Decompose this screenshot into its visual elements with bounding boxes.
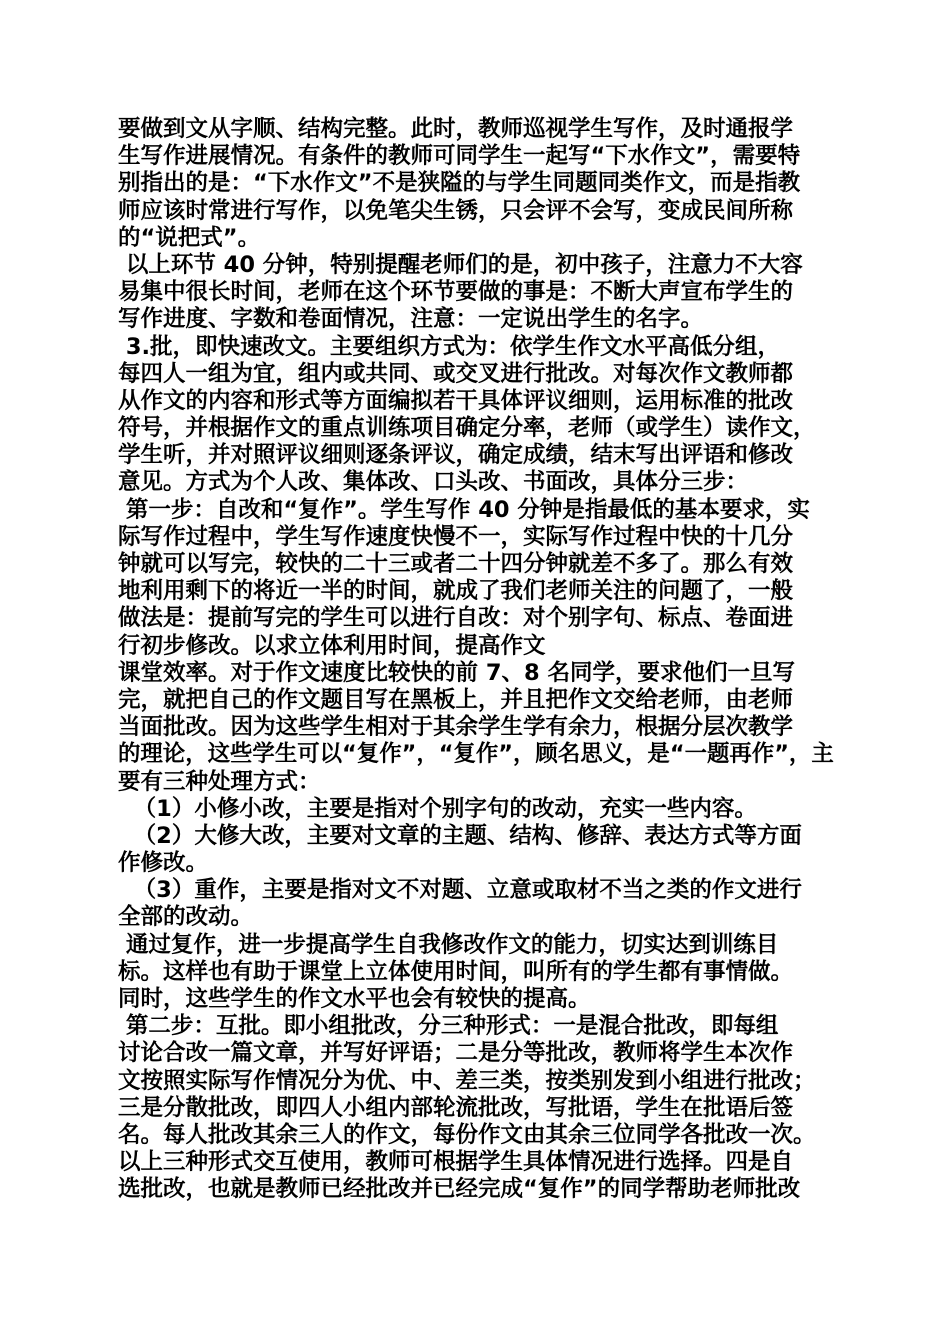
text-line: 师应该时常进行写作，以免笔尖生锈，只会评不会写，变成民间所称 [118, 197, 794, 224]
text-line: 当面批改。因为这些学生相对于其余学生学有余力，根据分层次教学 [118, 714, 794, 741]
text-line: 别指出的是：“下水作文”不是狭隘的与学生同题同类作文，而是指教 [118, 170, 801, 197]
text-line: （3）重作，主要是指对文不对题、立意或取材不当之类的作文进行 [118, 877, 802, 904]
text-line: 同时，这些学生的作文水平也会有较快的提高。 [118, 986, 591, 1012]
text-line: 要做到文从字顺、结构完整。此时，教师巡视学生写作，及时通报学 [118, 116, 794, 142]
text-line: 第二步：互批。即小组批改，分三种形式：一是混合批改，即每组 [118, 1013, 779, 1040]
body-text [118, 116, 834, 1204]
text-line: 要有三种处理方式： [118, 768, 321, 795]
text-line: （2）大修大改，主要对文章的主题、结构、修辞、表达方式等方面 [118, 822, 802, 849]
text-line: 际写作过程中，学生写作速度快慢不一，实际写作过程中快的十几分 [118, 523, 794, 550]
text-line: 通过复作，进一步提高学生自我修改作文的能力，切实达到训练目 [118, 931, 779, 958]
text-line: 从作文的内容和形式等方面编拟若干具体评议细则，运用标准的批改 [118, 387, 794, 414]
text-line: 每四人一组为宜，组内或共同、或交叉进行批改。对每次作文教师都 [118, 360, 794, 387]
text-line: 做法是：提前写完的学生可以进行自改：对个别字句、标点、卷面进 [118, 605, 794, 632]
text-line: 文按照实际写作情况分为优、中、差三类，按类别发到小组进行批改； [118, 1067, 816, 1094]
text-line: 的“说把式”。 [118, 224, 261, 251]
text-line: 3.批，即快速改文。主要组织方式为：依学生作文水平高低分组， [118, 333, 781, 360]
text-line: 符号，并根据作文的重点训练项目确定分率，老师（或学生）读作文， [118, 415, 816, 442]
text-line: 标。这样也有助于课堂上立体使用时间，叫所有的学生都有事情做。 [118, 958, 794, 985]
text-line: 选批改，也就是教师已经批改并已经完成“复作”的同学帮助老师批改 [118, 1176, 801, 1203]
text-line: 钟就可以写完，较快的二十三或者二十四分钟就差不多了。那么有效 [118, 551, 794, 577]
text-line: 易集中很长时间，老师在这个环节要做的事是：不断大声宣布学生的 [118, 279, 794, 306]
text-line: 写作进度、字数和卷面情况，注意：一定说出学生的名字。 [118, 306, 704, 333]
text-line: 第一步：自改和“复作”。学生写作 40 分钟是指最低的基本要求，实 [118, 496, 810, 523]
text-line: 行初步修改。以求立体利用时间，提高作文 [118, 632, 546, 659]
text-line: （1）小修小改，主要是指对个别字句的改动，充实一些内容。 [118, 795, 757, 822]
text-line: 完，就把自己的作文题目写在黑板上，并且把作文交给老师，由老师 [118, 686, 794, 713]
text-line: 名。每人批改其余三人的作文，每份作文由其余三位同学各批改一次。 [118, 1121, 816, 1148]
text-line: 作修改。 [118, 850, 209, 877]
text-line: 课堂效率。对于作文速度比较快的前 7、8 名同学，要求他们一旦写 [118, 659, 795, 686]
text-line: 意见。方式为个人改、集体改、口头改、书面改，具体分三步： [118, 469, 749, 496]
text-line: 学生听，并对照评议细则逐条评议，确定成绩，结末写出评语和修改 [118, 442, 794, 469]
text-line: 全部的改动。 [118, 904, 254, 931]
text-line: 地利用剩下的将近一半的时间，就成了我们老师关注的问题了，一般 [118, 578, 794, 605]
text-line: 生写作进展情况。有条件的教师可同学生一起写“下水作文”，需要特 [118, 143, 801, 170]
text-line: 讨论合改一篇文章，并写好评语；二是分等批改，教师将学生本次作 [118, 1040, 794, 1067]
text-line: 以上环节 40 分钟，特别提醒老师们的是，初中孩子，注意力不大容 [118, 251, 803, 278]
text-line: 三是分散批改，即四人小组内部轮流批改，写批语，学生在批语后签 [118, 1094, 794, 1121]
text-line: 以上三种形式交互使用，教师可根据学生具体情况进行选择。四是自 [118, 1149, 794, 1176]
text-line: 的理论，这些学生可以“复作”，“复作”，顾名思义，是“一题再作”，主 [118, 741, 834, 768]
